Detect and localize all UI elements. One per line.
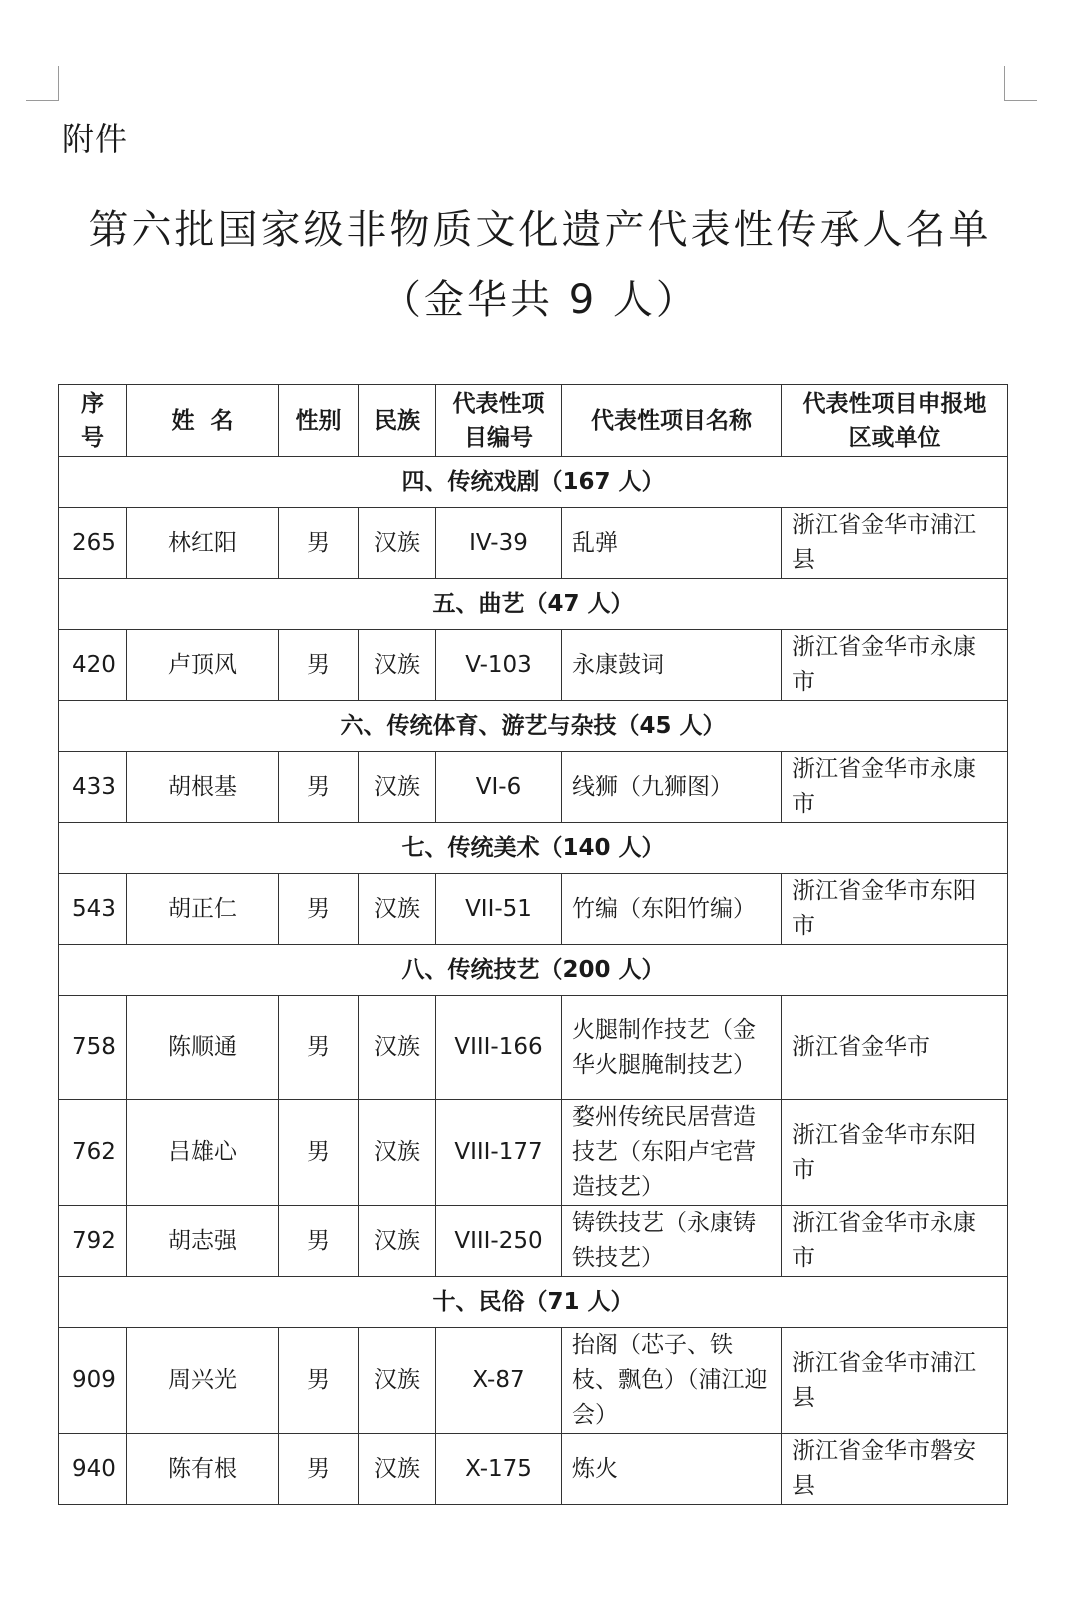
- cell-project-code: VI-6: [436, 752, 562, 823]
- cell-gender: 男: [279, 630, 359, 701]
- cell-project-name: 线狮（九狮图）: [562, 752, 782, 823]
- header-project-code: 代表性项目编号: [436, 385, 562, 457]
- attachment-label: 附件: [62, 120, 129, 158]
- cell-project-code: VIII-166: [436, 996, 562, 1100]
- cell-region: 浙江省金华市浦江县: [782, 508, 1008, 579]
- cell-seq: 758: [59, 996, 127, 1100]
- cell-name: 陈有根: [127, 1434, 279, 1505]
- table-row: [59, 630, 1008, 701]
- table-row: [59, 1434, 1008, 1505]
- cell-name: 周兴光: [127, 1328, 279, 1434]
- category-row: [59, 1277, 1008, 1328]
- cell-ethnicity: 汉族: [359, 874, 436, 945]
- inheritor-table: [58, 384, 1008, 1505]
- cell-project-code: VII-51: [436, 874, 562, 945]
- cell-ethnicity: 汉族: [359, 630, 436, 701]
- table-row: [59, 752, 1008, 823]
- cell-seq: 762: [59, 1100, 127, 1206]
- cell-seq: 265: [59, 508, 127, 579]
- cell-project-code: X-175: [436, 1434, 562, 1505]
- cell-name: 陈顺通: [127, 996, 279, 1100]
- cell-region: 浙江省金华市永康市: [782, 1206, 1008, 1277]
- category-row: [59, 823, 1008, 874]
- cell-gender: 男: [279, 1328, 359, 1434]
- cell-name: 胡正仁: [127, 874, 279, 945]
- cell-project-name: 乱弹: [562, 508, 782, 579]
- category-row: [59, 701, 1008, 752]
- category-label: 五、曲艺（47 人）: [59, 579, 1008, 630]
- cell-project-name: 婺州传统民居营造技艺（东阳卢宅营造技艺）: [562, 1100, 782, 1206]
- cell-gender: 男: [279, 1206, 359, 1277]
- category-row: [59, 457, 1008, 508]
- table-row: [59, 996, 1008, 1100]
- cell-name: 胡志强: [127, 1206, 279, 1277]
- header-name: 姓 名: [127, 385, 279, 457]
- header-region: 代表性项目申报地区或单位: [782, 385, 1008, 457]
- cell-gender: 男: [279, 1100, 359, 1206]
- cell-seq: 543: [59, 874, 127, 945]
- table-row: [59, 874, 1008, 945]
- cell-gender: 男: [279, 1434, 359, 1505]
- category-label: 四、传统戏剧（167 人）: [59, 457, 1008, 508]
- page-corner-mark-top-left: [26, 66, 59, 101]
- header-gender: 性别: [279, 385, 359, 457]
- cell-project-code: VIII-250: [436, 1206, 562, 1277]
- cell-region: 浙江省金华市永康市: [782, 752, 1008, 823]
- category-label: 七、传统美术（140 人）: [59, 823, 1008, 874]
- cell-project-name: 抬阁（芯子、铁枝、飘色）（浦江迎会）: [562, 1328, 782, 1434]
- cell-ethnicity: 汉族: [359, 752, 436, 823]
- table-body: [59, 457, 1008, 1505]
- cell-project-code: V-103: [436, 630, 562, 701]
- cell-gender: 男: [279, 752, 359, 823]
- cell-name: 林红阳: [127, 508, 279, 579]
- category-label: 八、传统技艺（200 人）: [59, 945, 1008, 996]
- cell-seq: 909: [59, 1328, 127, 1434]
- cell-project-code: VIII-177: [436, 1100, 562, 1206]
- header-ethnicity: 民族: [359, 385, 436, 457]
- category-row: [59, 945, 1008, 996]
- table-row: [59, 1206, 1008, 1277]
- cell-gender: 男: [279, 996, 359, 1100]
- cell-project-code: X-87: [436, 1328, 562, 1434]
- cell-region: 浙江省金华市: [782, 996, 1008, 1100]
- category-row: [59, 579, 1008, 630]
- cell-ethnicity: 汉族: [359, 1206, 436, 1277]
- document-title: 第六批国家级非物质文化遗产代表性传承人名单: [88, 207, 992, 253]
- category-label: 六、传统体育、游艺与杂技（45 人）: [59, 701, 1008, 752]
- cell-ethnicity: 汉族: [359, 1328, 436, 1434]
- cell-project-name: 永康鼓词: [562, 630, 782, 701]
- cell-project-name: 竹编（东阳竹编）: [562, 874, 782, 945]
- cell-region: 浙江省金华市磐安县: [782, 1434, 1008, 1505]
- table-row: [59, 508, 1008, 579]
- cell-seq: 792: [59, 1206, 127, 1277]
- page-corner-mark-top-right: [1004, 66, 1037, 101]
- cell-seq: 433: [59, 752, 127, 823]
- cell-ethnicity: 汉族: [359, 508, 436, 579]
- category-label: 十、民俗（71 人）: [59, 1277, 1008, 1328]
- cell-seq: 940: [59, 1434, 127, 1505]
- table-row: [59, 1328, 1008, 1434]
- cell-region: 浙江省金华市浦江县: [782, 1328, 1008, 1434]
- cell-ethnicity: 汉族: [359, 1100, 436, 1206]
- cell-ethnicity: 汉族: [359, 1434, 436, 1505]
- cell-ethnicity: 汉族: [359, 996, 436, 1100]
- cell-project-code: IV-39: [436, 508, 562, 579]
- cell-project-name: 铸铁技艺（永康铸铁技艺）: [562, 1206, 782, 1277]
- cell-name: 卢顶风: [127, 630, 279, 701]
- cell-region: 浙江省金华市东阳市: [782, 874, 1008, 945]
- cell-region: 浙江省金华市永康市: [782, 630, 1008, 701]
- cell-gender: 男: [279, 508, 359, 579]
- cell-seq: 420: [59, 630, 127, 701]
- header-project-name: 代表性项目名称: [562, 385, 782, 457]
- cell-gender: 男: [279, 874, 359, 945]
- table-row: [59, 1100, 1008, 1206]
- cell-region: 浙江省金华市东阳市: [782, 1100, 1008, 1206]
- table-header-row: [59, 385, 1008, 457]
- header-seq: 序号: [59, 385, 127, 457]
- cell-project-name: 火腿制作技艺（金华火腿腌制技艺）: [562, 996, 782, 1100]
- document-subtitle: （金华共 9 人）: [381, 277, 699, 323]
- cell-name: 胡根基: [127, 752, 279, 823]
- cell-project-name: 炼火: [562, 1434, 782, 1505]
- cell-name: 吕雄心: [127, 1100, 279, 1206]
